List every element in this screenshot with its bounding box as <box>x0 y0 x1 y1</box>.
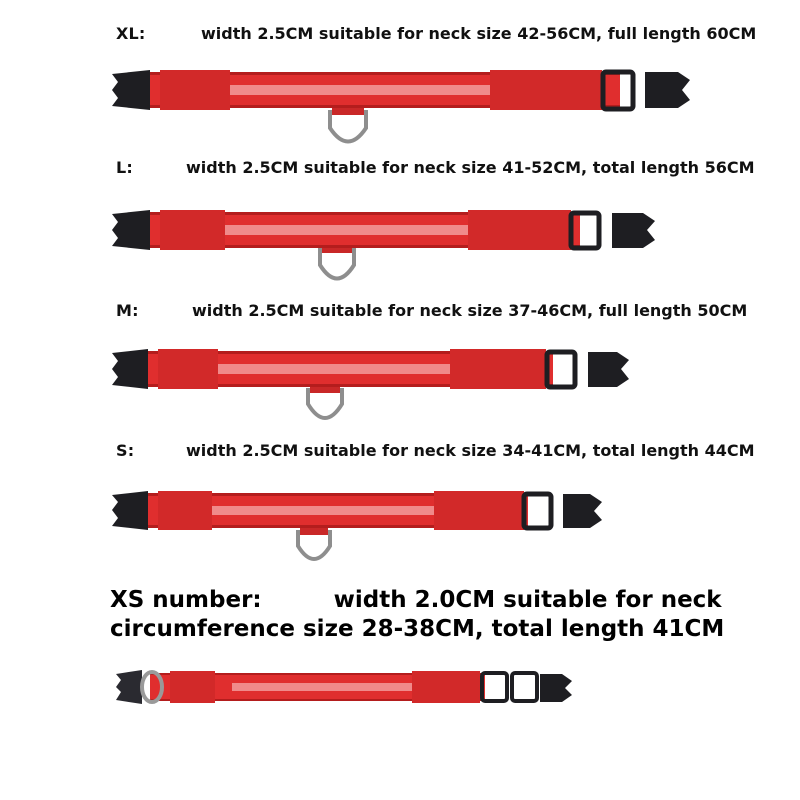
size-description-m: width 2.5CM suitable for neck size 37-46CM, full length 50CM <box>192 301 748 320</box>
size-description-xs-line1: width 2.0CM suitable for neck <box>333 587 722 613</box>
size-description-xs-line2: circumference size 28-38CM, total length 41CM <box>110 616 725 642</box>
size-description-s: width 2.5CM suitable for neck size 34-41CM, total length 44CM <box>186 441 755 460</box>
size-label-s: S: <box>116 441 135 460</box>
size-label-m: M: <box>116 301 139 320</box>
size-label-l: L: <box>116 158 133 177</box>
xs-size-text <box>110 586 724 644</box>
size-label-xs: XS number: <box>110 587 262 613</box>
size-label-xl: XL: <box>116 24 146 43</box>
size-description-xl: width 2.5CM suitable for neck size 42-56CM, full length 60CM <box>201 24 757 43</box>
size-description-l: width 2.5CM suitable for neck size 41-52CM, total length 56CM <box>186 158 755 177</box>
